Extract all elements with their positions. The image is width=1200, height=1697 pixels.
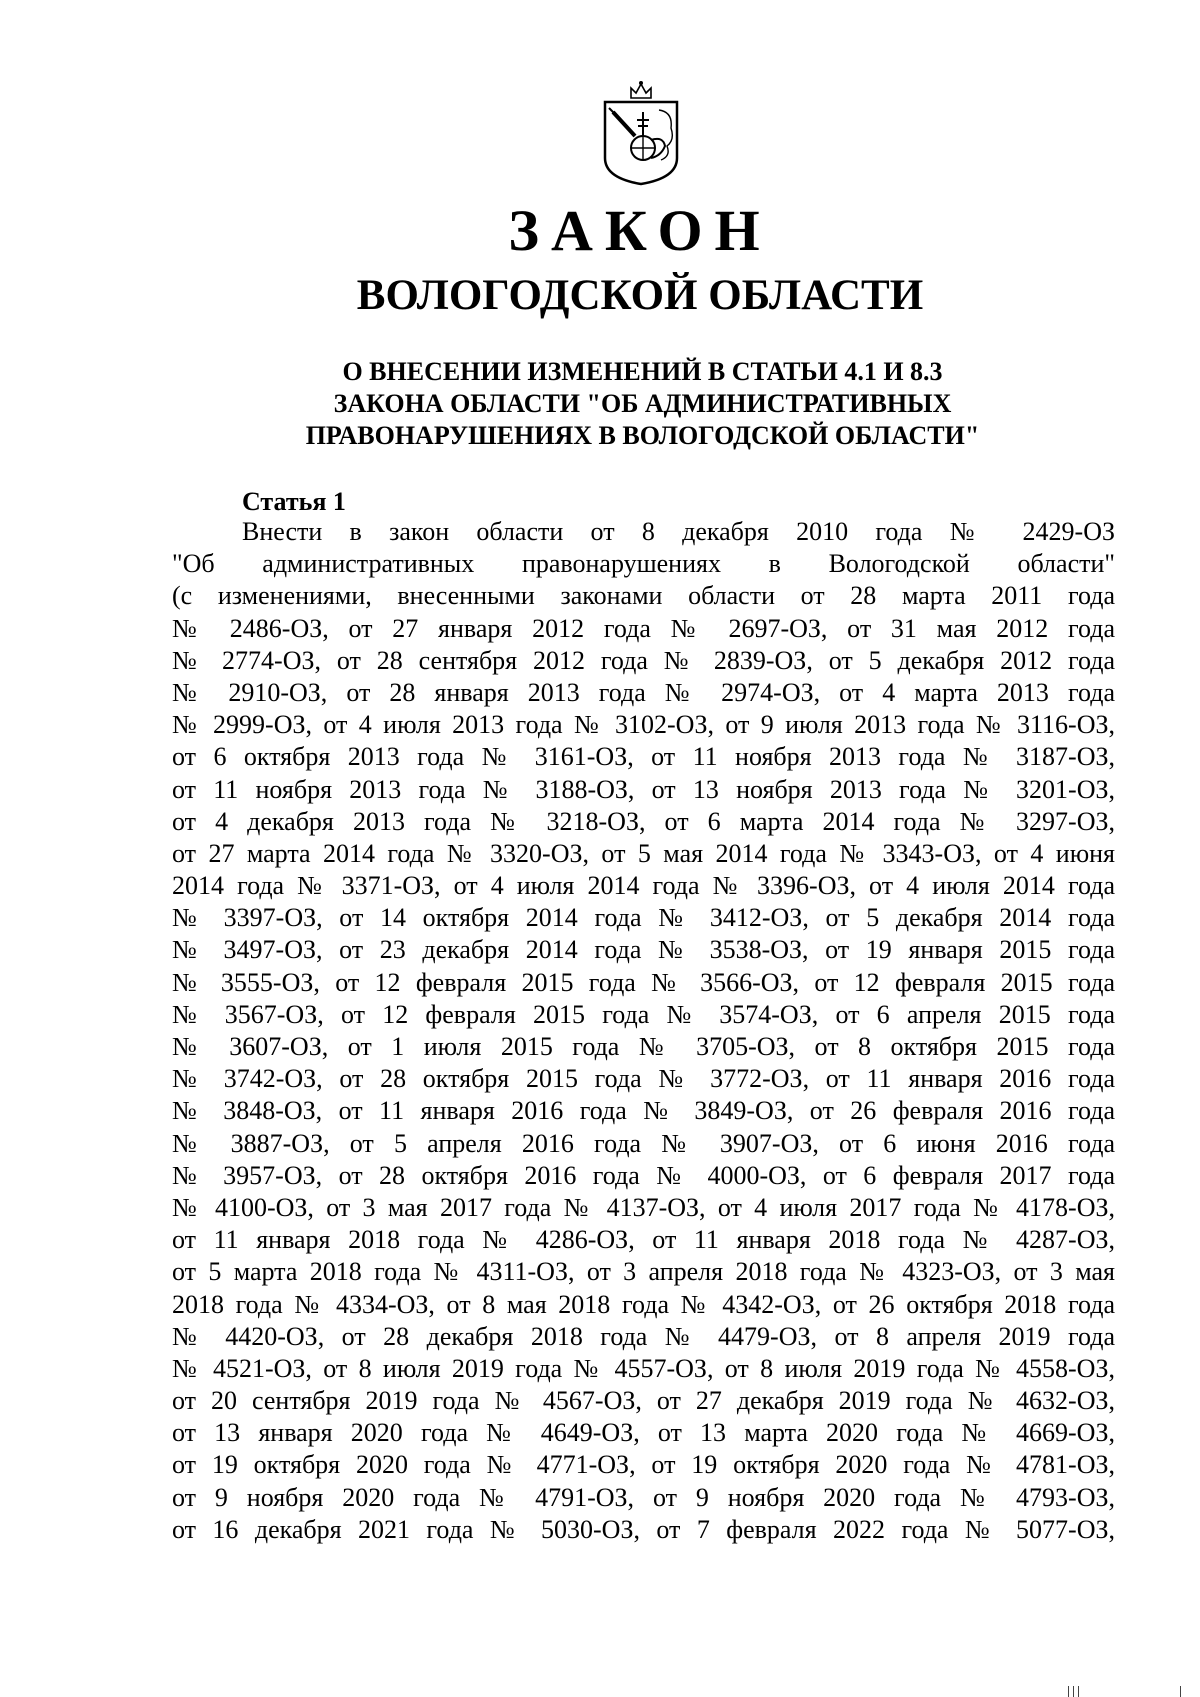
body-line: № 4420-ОЗ, от 28 декабря 2018 года № 4479-ОЗ, от 8 апреля 2019 года xyxy=(172,1321,1115,1351)
body-line: № 3742-ОЗ, от 28 октября 2015 года № 3772-ОЗ, от 11 января 2016 года xyxy=(172,1064,1115,1094)
body-line: № 3607-ОЗ, от 1 июля 2015 года № 3705-ОЗ, от 8 октября 2015 года xyxy=(172,1032,1115,1061)
body-line: № 3567-ОЗ, от 12 февраля 2015 года № 3574-ОЗ, от 6 апреля 2015 года xyxy=(172,999,1115,1029)
body-line: от 6 октября 2013 года № 3161-ОЗ, от 11 ноября 2013 года № 3187-ОЗ, xyxy=(172,742,1115,772)
subtitle-line: О ВНЕСЕНИИ ИЗМЕНЕНИЙ В СТАТЬИ 4.1 И 8.3 xyxy=(342,357,943,386)
article-body xyxy=(172,516,1115,1546)
subtitle-line: ПРАВОНАРУШЕНИЯХ В ВОЛОГОДСКОЙ ОБЛАСТИ" xyxy=(305,421,980,450)
body-line: № 3848-ОЗ, от 11 января 2016 года № 3849-ОЗ, от 26 февраля 2016 года xyxy=(172,1096,1115,1126)
body-line: № 2774-ОЗ, от 28 сентября 2012 года № 2839-ОЗ, от 5 декабря 2012 года xyxy=(172,645,1115,675)
body-line: Внести в закон области от 8 декабря 2010 года № 2429-ОЗ xyxy=(242,517,1115,546)
body-line: "Об административных правонарушениях в Вологодской области" xyxy=(172,549,1115,579)
body-line: от 27 марта 2014 года № 3320-ОЗ, от 5 мая 2014 года № 3343-ОЗ, от 4 июня xyxy=(172,838,1115,868)
body-line: от 11 ноября 2013 года № 3188-ОЗ, от 13 ноября 2013 года № 3201-ОЗ, xyxy=(172,774,1115,804)
body-line: от 16 декабря 2021 года № 5030-ОЗ, от 7 февраля 2022 года № 5077-ОЗ, xyxy=(172,1514,1115,1544)
body-line: (с изменениями, внесенными законами области от 28 марта 2011 года xyxy=(172,581,1115,611)
scan-marks xyxy=(1068,1686,1188,1697)
body-line: от 5 марта 2018 года № 4311-ОЗ, от 3 апреля 2018 года № 4323-ОЗ, от 3 мая xyxy=(172,1257,1115,1287)
body-line: № 3887-ОЗ, от 5 апреля 2016 года № 3907-ОЗ, от 6 июня 2016 года xyxy=(172,1128,1115,1158)
body-line: № 4521-ОЗ, от 8 июля 2019 года № 4557-ОЗ, от 8 июля 2019 года № 4558-ОЗ, xyxy=(172,1353,1115,1383)
body-line: № 2999-ОЗ, от 4 июля 2013 года № 3102-ОЗ, от 9 июля 2013 года № 3116-ОЗ, xyxy=(172,710,1115,740)
body-line: от 4 декабря 2013 года № 3218-ОЗ, от 6 марта 2014 года № 3297-ОЗ, xyxy=(172,806,1115,836)
body-line: 2018 года № 4334-ОЗ, от 8 мая 2018 года № 4342-ОЗ, от 26 октября 2018 года xyxy=(172,1289,1115,1319)
body-line: № 2486-ОЗ, от 27 января 2012 года № 2697-ОЗ, от 31 мая 2012 года xyxy=(172,613,1115,643)
subtitle-line: ЗАКОНА ОБЛАСТИ "ОБ АДМИНИСТРАТИВНЫХ xyxy=(333,389,952,418)
document-region-title: ВОЛОГОДСКОЙ ОБЛАСТИ xyxy=(356,272,924,319)
article-heading: Статья 1 xyxy=(242,487,346,516)
body-line: от 11 января 2018 года № 4286-ОЗ, от 11 января 2018 года № 4287-ОЗ, xyxy=(172,1225,1115,1255)
vologda-coat-of-arms-icon xyxy=(601,80,681,186)
body-line: № 3497-ОЗ, от 23 декабря 2014 года № 3538-ОЗ, от 19 января 2015 года xyxy=(172,935,1115,965)
law-subtitle xyxy=(170,356,1115,452)
body-line: от 13 января 2020 года № 4649-ОЗ, от 13 марта 2020 года № 4669-ОЗ, xyxy=(172,1418,1115,1448)
body-line: № 3957-ОЗ, от 28 октября 2016 года № 4000-ОЗ, от 6 февраля 2017 года xyxy=(172,1160,1115,1190)
body-line: 2014 года № 3371-ОЗ, от 4 июля 2014 года № 3396-ОЗ, от 4 июля 2014 года xyxy=(172,871,1115,901)
body-line: № 3397-ОЗ, от 14 октября 2014 года № 3412-ОЗ, от 5 декабря 2014 года xyxy=(172,903,1115,933)
document-title: ЗАКОН xyxy=(508,198,772,263)
body-line: от 9 ноября 2020 года № 4791-ОЗ, от 9 ноября 2020 года № 4793-ОЗ, xyxy=(172,1482,1115,1512)
body-line: № 2910-ОЗ, от 28 января 2013 года № 2974-ОЗ, от 4 марта 2013 года xyxy=(172,677,1115,707)
body-line: № 3555-ОЗ, от 12 февраля 2015 года № 3566-ОЗ, от 12 февраля 2015 года xyxy=(172,967,1115,997)
body-line: от 20 сентября 2019 года № 4567-ОЗ, от 27 декабря 2019 года № 4632-ОЗ, xyxy=(172,1386,1115,1416)
body-line: от 19 октября 2020 года № 4771-ОЗ, от 19 октября 2020 года № 4781-ОЗ, xyxy=(172,1450,1115,1480)
body-line: № 4100-ОЗ, от 3 мая 2017 года № 4137-ОЗ, от 4 июля 2017 года № 4178-ОЗ, xyxy=(172,1192,1115,1222)
